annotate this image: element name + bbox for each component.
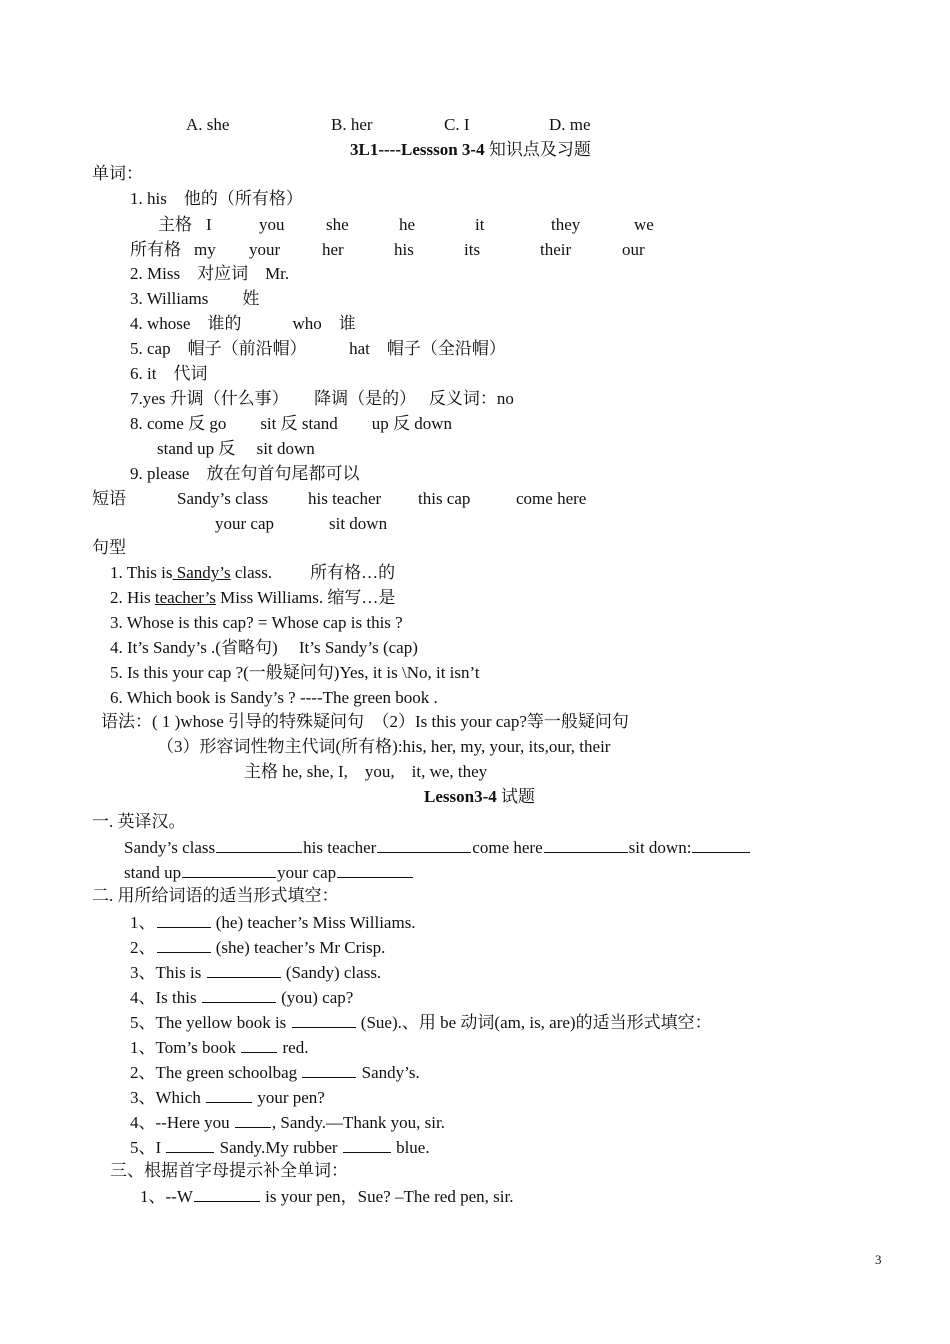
vocab-item-9: 9. please 放在句首句尾都可以 <box>130 464 360 483</box>
answer-blank[interactable] <box>302 1062 356 1078</box>
subject-pronoun: we <box>634 215 654 234</box>
section-1-row-2 <box>124 862 414 883</box>
fill-item-prefix: 1、 <box>130 913 156 932</box>
page-number: 3 <box>875 1252 882 1267</box>
section-2-heading: 二. 用所给词语的适当形式填空： <box>92 886 339 905</box>
answer-blank[interactable] <box>166 1137 214 1153</box>
vocab-item-3: 3. Williams 姓 <box>130 289 260 308</box>
fill-item <box>130 1012 712 1033</box>
pattern-6: 6. Which book is Sandy’s ? ----The green book . <box>110 688 438 707</box>
possessive-pronoun: their <box>540 240 572 259</box>
translate-item: his teacher <box>303 838 377 857</box>
vocab-item-2: 2. Miss 对应词 Mr. <box>130 264 290 283</box>
fill-item <box>130 937 385 958</box>
vocab-item-8: 8. come 反 go sit 反 stand up 反 down <box>130 414 453 433</box>
pattern-2 <box>110 588 395 608</box>
possessive-pronoun: her <box>322 240 344 259</box>
vocab-heading: 单词： <box>92 164 143 183</box>
be-item-suffix: Sandy’s. <box>357 1063 420 1082</box>
fill-item-prefix: 5、The yellow book is <box>130 1013 291 1032</box>
possessive-pronoun: its <box>464 240 481 259</box>
answer-blank[interactable] <box>343 1137 391 1153</box>
translate-item: Sandy’s class <box>124 838 216 857</box>
vocab-item-4: 4. whose 谁的 who 谁 <box>130 314 356 333</box>
be-item-prefix: 1、Tom’s book <box>130 1038 241 1057</box>
be-item <box>130 1112 445 1133</box>
fill-item-suffix: (Sue).、用 be 动词(am, is, are)的适当形式填空： <box>356 1013 712 1032</box>
pattern-2-b: Miss Williams. 缩写…是 <box>215 588 396 607</box>
subject-label: 主格 <box>158 215 192 234</box>
fill-item <box>130 912 416 933</box>
fill-item-suffix: (he) teacher’s Miss Williams. <box>211 913 416 932</box>
section-1-row-1 <box>124 837 751 858</box>
possessive-pronoun: your <box>249 240 281 259</box>
answer-blank[interactable] <box>241 1037 277 1053</box>
letter-hint-prefix: 1、--W <box>140 1187 193 1206</box>
be-item-prefix: 5、I <box>130 1138 166 1157</box>
pattern-2-underline: teacher’s <box>154 588 216 607</box>
grammar-line-3: 主格 he, she, I, you, it, we, they <box>244 762 488 781</box>
be-item-suffix: blue. <box>391 1138 430 1157</box>
section-3-heading: 三、根据首字母提示补全单词： <box>110 1161 348 1180</box>
possessive-pronoun: his <box>394 240 414 259</box>
be-item <box>130 1087 325 1108</box>
pattern-4: 4. It’s Sandy’s .(省略句) It’s Sandy’s (cap) <box>110 638 418 657</box>
be-item-suffix: your pen? <box>253 1088 325 1107</box>
fill-item <box>130 962 381 983</box>
letter-hint-suffix: is your pen，Sue? –The red pen, sir. <box>260 1187 514 1206</box>
lesson-title-rest: 知识点及习题 <box>484 140 591 159</box>
be-item-prefix: 3、Which <box>130 1088 206 1107</box>
answer-blank[interactable] <box>194 1186 260 1202</box>
translate-item: your cap <box>277 863 337 882</box>
answer-blank[interactable] <box>337 862 413 878</box>
answer-blank[interactable] <box>235 1112 271 1128</box>
option-a: A. she <box>186 115 230 134</box>
answer-blank[interactable] <box>157 937 211 953</box>
translate-item: sit down: <box>628 838 692 857</box>
pattern-1-b: class. <box>230 563 273 582</box>
fill-item-suffix: (she) teacher’s Mr Crisp. <box>211 938 386 957</box>
subject-pronoun: it <box>475 215 485 234</box>
pattern-1-underline: Sandy’s <box>172 563 231 582</box>
phrase: Sandy’s class <box>177 489 269 508</box>
be-item-middle: Sandy.My rubber <box>215 1138 342 1157</box>
subject-pronoun: she <box>326 215 349 234</box>
be-item-prefix: 2、The green schoolbag <box>130 1063 302 1082</box>
pattern-2-a: 2. His <box>110 588 155 607</box>
test-title-bold: Lesson3-4 <box>424 787 497 806</box>
subject-pronoun: he <box>399 215 416 234</box>
be-item <box>130 1037 308 1058</box>
translate-item: come here <box>472 838 543 857</box>
translate-item: stand up <box>124 863 182 882</box>
subject-pronoun: they <box>551 215 581 234</box>
fill-item-prefix: 3、This is <box>130 963 206 982</box>
pattern-heading: 句型 <box>92 538 126 557</box>
phrase-label: 短语 <box>92 489 126 508</box>
answer-blank[interactable] <box>206 1087 252 1103</box>
pattern-3: 3. Whose is this cap? = Whose cap is this ? <box>110 613 403 632</box>
answer-blank[interactable] <box>544 837 628 853</box>
lesson-title <box>350 140 591 160</box>
phrase: come here <box>516 489 587 508</box>
answer-blank[interactable] <box>292 1012 356 1028</box>
vocab-item-6: 6. it 代词 <box>130 364 208 383</box>
possessive-pronoun: my <box>194 240 216 259</box>
pattern-1 <box>110 563 395 583</box>
answer-blank[interactable] <box>216 837 302 853</box>
fill-item-prefix: 2、 <box>130 938 156 957</box>
grammar-line-1: 语法：( 1 )whose 引导的特殊疑问句 （2）Is this your cap?等一般疑问句 <box>101 712 629 731</box>
answer-blank[interactable] <box>182 862 276 878</box>
subject-pronoun: you <box>259 215 285 234</box>
possessive-label: 所有格 <box>130 240 181 259</box>
pattern-1-a: 1. This is <box>110 563 173 582</box>
phrase: your cap <box>215 514 275 533</box>
pattern-1-note: 所有格…的 <box>310 563 396 582</box>
fill-item-suffix: (Sandy) class. <box>281 963 382 982</box>
possessive-pronoun: our <box>622 240 645 259</box>
lesson-title-bold: 3L1----Lessson 3-4 <box>350 140 485 159</box>
option-d: D. me <box>549 115 591 134</box>
subject-pronoun: I <box>206 215 212 234</box>
vocab-item-5: 5. cap 帽子（前沿帽） hat 帽子（全沿帽） <box>130 339 506 358</box>
answer-blank[interactable] <box>157 912 211 928</box>
section-1-heading: 一. 英译汉。 <box>92 812 186 831</box>
pattern-5: 5. Is this your cap ?(一般疑问句)Yes, it is \No, it isn’t <box>110 663 480 682</box>
option-b: B. her <box>331 115 373 134</box>
fill-item-suffix: (you) cap? <box>276 988 354 1007</box>
phrase: his teacher <box>308 489 382 508</box>
vocab-item-7: 7.yes 升调（什么事） 降调（是的） 反义词：no <box>130 389 514 408</box>
test-title <box>424 787 535 807</box>
be-item <box>130 1137 430 1158</box>
test-title-rest: 试题 <box>496 787 535 806</box>
answer-blank[interactable] <box>202 987 276 1003</box>
fill-item-prefix: 4、Is this <box>130 988 201 1007</box>
be-item-prefix: 4、--Here you <box>130 1113 234 1132</box>
answer-blank[interactable] <box>377 837 471 853</box>
vocab-item-8b: stand up 反 sit down <box>157 439 315 458</box>
be-item-suffix: red. <box>278 1038 309 1057</box>
fill-item <box>130 987 353 1008</box>
be-item <box>130 1062 420 1083</box>
vocab-item-1: 1. his 他的（所有格） <box>130 189 303 208</box>
option-c: C. I <box>444 115 470 134</box>
answer-blank[interactable] <box>692 837 750 853</box>
phrase: sit down <box>329 514 388 533</box>
letter-hint-item <box>140 1186 513 1207</box>
phrase: this cap <box>418 489 471 508</box>
grammar-line-2: （3）形容词性物主代词(所有格):his, her, my, your, its,our, their <box>157 737 611 756</box>
answer-blank[interactable] <box>207 962 281 978</box>
be-item-suffix: , Sandy.—Thank you, sir. <box>271 1113 445 1132</box>
